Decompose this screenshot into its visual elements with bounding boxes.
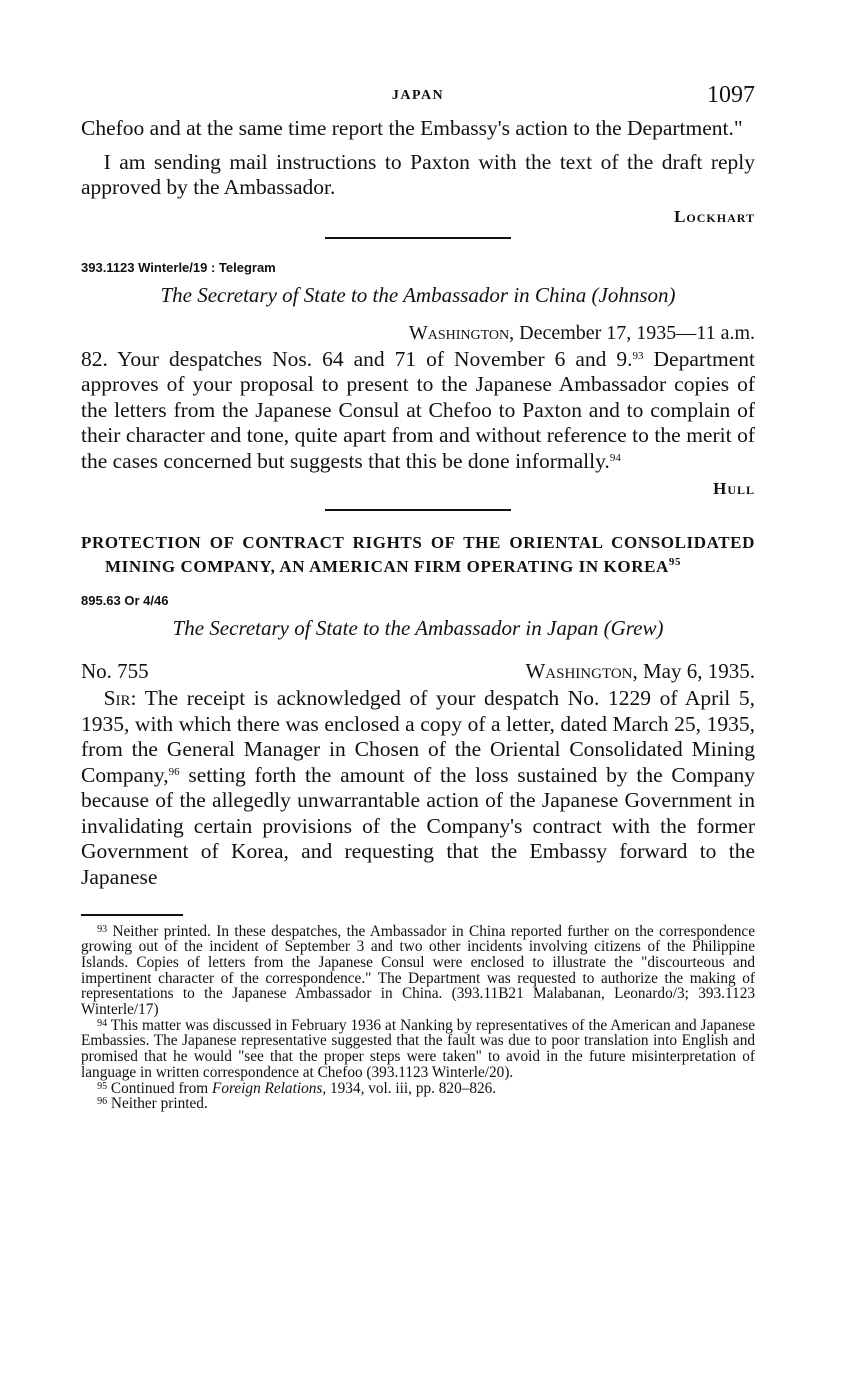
footnote-ref-93: 93 xyxy=(632,349,644,362)
footnote-number: 94 xyxy=(97,1017,108,1029)
dateline-date: December 17, 1935—11 a.m. xyxy=(514,321,755,344)
section-heading xyxy=(81,531,755,579)
footnote-text: Neither printed. In these despatches, the Ambassador in China reported further on the correspondence growing out of the incident of September 3 and two other incidents involving citizens of the Philippine Islands. Copies of letters from the Japanese Consul were enclosed to illustrate the "discourteous and impertinent character of the correspondence." The Department was requested to authorize the making of representations to the Japanese Ambassador in China. (393.11B21 Malabanan, Leonardo/3; 393.1123 Winterle/17) xyxy=(81,922,755,1019)
document-number-line xyxy=(81,659,755,684)
section-divider xyxy=(325,237,511,239)
footnote-94 xyxy=(81,1018,755,1081)
file-reference: 895.63 Or 4/46 xyxy=(81,593,169,608)
footnote-number: 93 xyxy=(97,923,108,935)
dateline-place: Washington, xyxy=(408,321,515,344)
page-header xyxy=(81,80,755,116)
document-page xyxy=(81,80,755,1112)
footnote-divider xyxy=(81,914,183,916)
page-number: 1097 xyxy=(707,82,755,108)
dateline-date: May 6, 1935. xyxy=(637,659,755,683)
document-title: The Secretary of State to the Ambassador in Japan (Grew) xyxy=(172,616,664,640)
dateline-place: Washington, xyxy=(525,659,638,683)
salutation: Sir: xyxy=(103,686,137,710)
footnotes xyxy=(81,924,755,1112)
footnote-text: This matter was discussed in February 1936 at Nanking by representatives of the American and Japanese Embassies. The Japanese representative suggested that the fault was due to poor translation into English and promised that he would "see that the proper steps were taken" to avoid in the future misinterpretation of language in written correspondence at Chefoo (393.1123 Winterle/20). xyxy=(81,1016,755,1081)
footnote-93 xyxy=(81,924,755,1018)
footnote-ref-94: 94 xyxy=(609,451,621,464)
signature-lockhart: Lockhart xyxy=(674,206,755,226)
file-reference: 393.1123 Winterle/19 : Telegram xyxy=(81,259,276,275)
document-number: No. 755 xyxy=(81,659,149,683)
footnote-number: 96 xyxy=(97,1096,108,1108)
intro-paragraph-1: Chefoo and at the same time report the Embassy's action to the Department." xyxy=(81,116,743,140)
footnote-96 xyxy=(81,1096,755,1112)
section-divider xyxy=(325,509,511,511)
document-title: The Secretary of State to the Ambassador in China (Johnson) xyxy=(160,282,676,307)
intro-paragraph-2: I am sending mail instructions to Paxton with the text of the draft reply approved by the Ambassador. xyxy=(81,149,755,199)
running-head: JAPAN xyxy=(391,88,445,103)
footnote-number: 95 xyxy=(97,1080,108,1092)
telegram-body-b: Department approves of your proposal to present to the Japanese Ambassador copies of the letters from the Japanese Consul at Chefoo to Paxton and to complain of their character and tone, quite apart from and without reference to the merit of the cases concerned but suggests that this be done informally. xyxy=(81,346,755,473)
dateline xyxy=(81,322,755,345)
footnote-italic-title: Foreign Relations xyxy=(212,1079,323,1097)
footnote-text: Neither printed. xyxy=(110,1095,208,1113)
footnote-text: Continued from xyxy=(110,1079,213,1097)
section-heading-text: PROTECTION OF CONTRACT RIGHTS OF THE ORIENTAL CONSOLIDATED MINING COMPANY, AN AMERICAN FIRM OPERATING IN KOREA xyxy=(81,533,755,576)
letter-body-b: setting forth the amount of the loss sustained by the Company because of the allegedly unwarrantable action of the Japanese Government in invalidating certain provisions of the Company's contract with the former Government of Korea, and requesting that the Embassy forward to the Japanese xyxy=(81,762,755,889)
telegram-body xyxy=(81,347,755,475)
footnote-ref-96: 96 xyxy=(168,765,180,778)
dateline xyxy=(525,659,755,684)
footnote-text: , 1934, vol. iii, pp. 820–826. xyxy=(322,1079,497,1097)
footnote-95 xyxy=(81,1081,755,1097)
telegram-body-a: 82. Your despatches Nos. 64 and 71 of November 6 and 9. xyxy=(81,346,633,371)
signature-hull: Hull xyxy=(713,479,755,498)
letter-body xyxy=(81,686,755,890)
letter-body-a: The receipt is acknowledged of your despatch No. 1229 of April 5, 1935, with which there was enclosed a copy of a letter, dated March 25, 1935, from the General Manager in Chosen of the Oriental Consolidated Mining Company, xyxy=(81,686,755,787)
footnote-ref-95: 95 xyxy=(668,556,682,568)
